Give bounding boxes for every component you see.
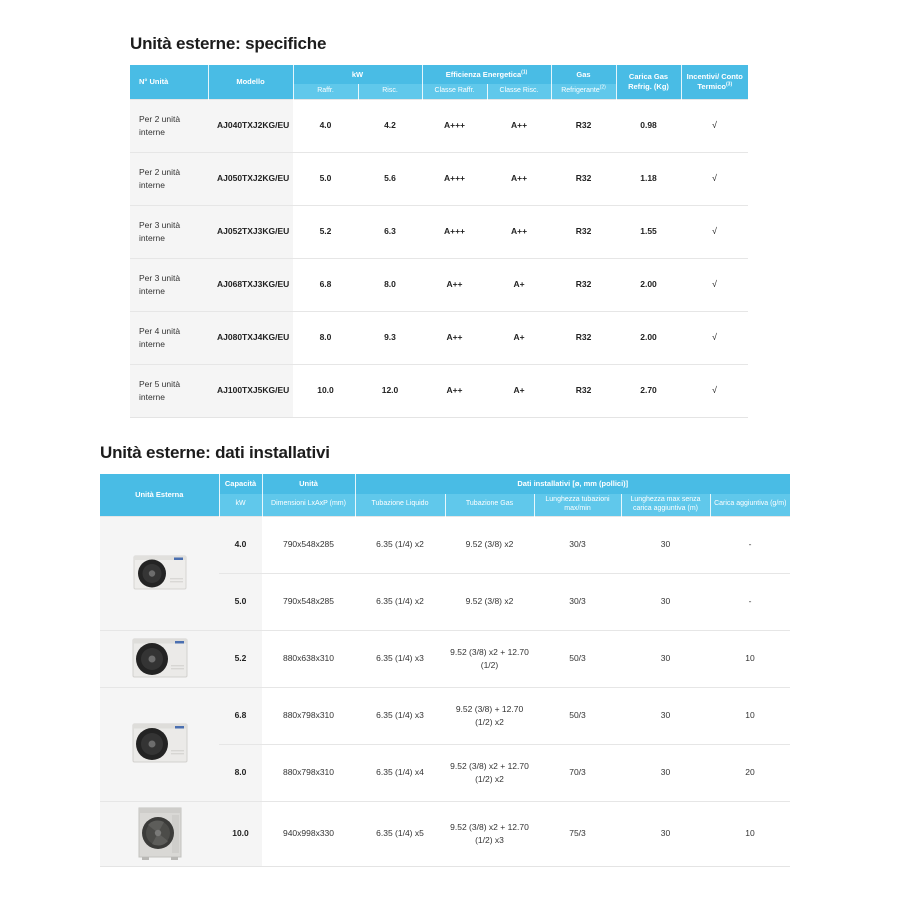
gas-pipe-cell: 9.52 (3/8) x2 xyxy=(445,516,534,573)
pipe-length-cell: 50/3 xyxy=(534,687,621,744)
col-header-incentivi xyxy=(681,65,748,99)
heating-kw-cell: 4.2 xyxy=(358,99,422,152)
incentive-check-cell: √ xyxy=(681,152,748,205)
cooling-kw-cell: 4.0 xyxy=(293,99,358,152)
gas-charge-cell: 0.98 xyxy=(616,99,681,152)
col-header-efficienza-energetica xyxy=(422,65,551,84)
table-row xyxy=(130,205,748,258)
col-header-tubazione-gas: Tubazione Gas xyxy=(445,494,534,516)
incentive-check-cell: √ xyxy=(681,311,748,364)
cooling-kw-cell: 5.2 xyxy=(293,205,358,258)
dimensions-cell: 940x998x330 xyxy=(262,801,355,866)
cooling-kw-cell: 8.0 xyxy=(293,311,358,364)
liquid-pipe-cell: 6.35 (1/4) x5 xyxy=(355,801,445,866)
outdoor-unit-image xyxy=(100,516,219,630)
liquid-pipe-cell: 6.35 (1/4) x2 xyxy=(355,516,445,573)
liquid-pipe-cell: 6.35 (1/4) x3 xyxy=(355,687,445,744)
cooling-kw-cell: 6.8 xyxy=(293,258,358,311)
unit-count-cell: Per 3 unità interne xyxy=(130,205,208,258)
incentivi-label: Incentivi/ Conto Termico xyxy=(686,72,743,91)
pipe-length-cell: 50/3 xyxy=(534,630,621,687)
cooling-class-cell: A+++ xyxy=(422,152,487,205)
col-header-n-unita: N° Unità xyxy=(130,65,208,99)
gas-pipe-cell: 9.52 (3/8) + 12.70 (1/2) x2 xyxy=(445,687,534,744)
model-cell: AJ100TXJ5KG/EU xyxy=(208,364,293,417)
table-row xyxy=(130,152,748,205)
col-header-kw: kW xyxy=(293,65,422,84)
table-row xyxy=(130,364,748,417)
col-header-dimensioni: Dimensioni LxAxP (mm) xyxy=(262,494,355,516)
max-length-no-charge-cell: 30 xyxy=(621,801,710,866)
model-cell: AJ050TXJ2KG/EU xyxy=(208,152,293,205)
specs-header-row-1 xyxy=(130,65,748,84)
heating-class-cell: A+ xyxy=(487,258,551,311)
col-header-dati-installativi: Dati installativi [ø, mm (pollici)] xyxy=(355,474,790,494)
heating-class-cell: A+ xyxy=(487,311,551,364)
incentive-check-cell: √ xyxy=(681,364,748,417)
col-header-capacita: Capacità xyxy=(219,474,262,494)
table-row xyxy=(100,516,790,573)
col-header-lunghezza-tubazioni: Lunghezza tubazioni max/min xyxy=(534,494,621,516)
additional-charge-cell: 10 xyxy=(710,630,790,687)
dimensions-cell: 790x548x285 xyxy=(262,573,355,630)
gas-charge-cell: 2.70 xyxy=(616,364,681,417)
model-cell: AJ052TXJ3KG/EU xyxy=(208,205,293,258)
cooling-class-cell: A++ xyxy=(422,364,487,417)
gas-pipe-cell: 9.52 (3/8) x2 xyxy=(445,573,534,630)
unit-count-cell: Per 5 unità interne xyxy=(130,364,208,417)
refrigerant-cell: R32 xyxy=(551,205,616,258)
col-header-carica-gas: Carica Gas Refrig. (Kg) xyxy=(616,65,681,99)
gas-charge-cell: 1.18 xyxy=(616,152,681,205)
dimensions-cell: 880x798x310 xyxy=(262,687,355,744)
table-row xyxy=(100,630,790,687)
refrigerant-cell: R32 xyxy=(551,364,616,417)
cooling-class-cell: A+++ xyxy=(422,99,487,152)
additional-charge-cell: 20 xyxy=(710,744,790,801)
table-row xyxy=(100,801,790,866)
col-header-lunghezza-max: Lunghezza max senza carica aggiuntiva (m) xyxy=(621,494,710,516)
col-header-gas: Gas xyxy=(551,65,616,84)
model-cell: AJ068TXJ3KG/EU xyxy=(208,258,293,311)
refrigerant-cell: R32 xyxy=(551,258,616,311)
efficienza-label: Efficienza Energetica xyxy=(445,69,522,79)
pipe-length-cell: 75/3 xyxy=(534,801,621,866)
refrigerante-label: Refrigerante xyxy=(561,86,600,94)
gas-pipe-cell: 9.52 (3/8) x2 + 12.70 (1/2) x3 xyxy=(445,801,534,866)
max-length-no-charge-cell: 30 xyxy=(621,630,710,687)
unit-count-cell: Per 2 unità interne xyxy=(130,99,208,152)
incentive-check-cell: √ xyxy=(681,99,748,152)
model-cell: AJ040TXJ2KG/EU xyxy=(208,99,293,152)
col-header-capacita-kw: kW xyxy=(219,494,262,516)
col-header-tubazione-liquido: Tubazione Liquido xyxy=(355,494,445,516)
capacity-cell: 10.0 xyxy=(219,801,262,866)
install-header-row-1 xyxy=(100,474,790,494)
outdoor-unit-image xyxy=(100,630,219,687)
cooling-class-cell: A++ xyxy=(422,258,487,311)
col-header-unita-esterna: Unità Esterna xyxy=(100,474,219,516)
outdoor-unit-image xyxy=(100,801,219,866)
additional-charge-cell: 10 xyxy=(710,687,790,744)
col-header-raffr: Raffr. xyxy=(293,84,358,99)
liquid-pipe-cell: 6.35 (1/4) x4 xyxy=(355,744,445,801)
pipe-length-cell: 30/3 xyxy=(534,573,621,630)
max-length-no-charge-cell: 30 xyxy=(621,744,710,801)
unit-count-cell: Per 3 unità interne xyxy=(130,258,208,311)
additional-charge-cell: - xyxy=(710,573,790,630)
max-length-no-charge-cell: 30 xyxy=(621,516,710,573)
heating-class-cell: A++ xyxy=(487,152,551,205)
pipe-length-cell: 70/3 xyxy=(534,744,621,801)
refrigerant-cell: R32 xyxy=(551,152,616,205)
unit-count-cell: Per 4 unità interne xyxy=(130,311,208,364)
heating-kw-cell: 9.3 xyxy=(358,311,422,364)
refrigerant-cell: R32 xyxy=(551,99,616,152)
dimensions-cell: 880x798x310 xyxy=(262,744,355,801)
capacity-cell: 5.0 xyxy=(219,573,262,630)
heating-kw-cell: 6.3 xyxy=(358,205,422,258)
outdoor-unit-image xyxy=(100,687,219,801)
specs-section-title: Unità esterne: specifiche xyxy=(130,34,327,53)
specs-section xyxy=(130,34,748,418)
unit-count-cell: Per 2 unità interne xyxy=(130,152,208,205)
col-header-classe-raffr: Classe Raffr. xyxy=(422,84,487,99)
col-header-modello: Modello xyxy=(208,65,293,99)
capacity-cell: 8.0 xyxy=(219,744,262,801)
gas-charge-cell: 2.00 xyxy=(616,258,681,311)
cooling-kw-cell: 10.0 xyxy=(293,364,358,417)
dimensions-cell: 880x638x310 xyxy=(262,630,355,687)
heating-kw-cell: 12.0 xyxy=(358,364,422,417)
table-row xyxy=(130,99,748,152)
cooling-class-cell: A+++ xyxy=(422,205,487,258)
model-cell: AJ080TXJ4KG/EU xyxy=(208,311,293,364)
incentive-check-cell: √ xyxy=(681,258,748,311)
heating-kw-cell: 5.6 xyxy=(358,152,422,205)
gas-pipe-cell: 9.52 (3/8) x2 + 12.70 (1/2) x2 xyxy=(445,744,534,801)
cooling-kw-cell: 5.0 xyxy=(293,152,358,205)
additional-charge-cell: - xyxy=(710,516,790,573)
col-header-unita: Unità xyxy=(262,474,355,494)
install-section xyxy=(100,443,790,867)
gas-charge-cell: 1.55 xyxy=(616,205,681,258)
heating-class-cell: A++ xyxy=(487,99,551,152)
liquid-pipe-cell: 6.35 (1/4) x3 xyxy=(355,630,445,687)
efficienza-footnote: (1) xyxy=(521,69,528,76)
capacity-cell: 4.0 xyxy=(219,516,262,573)
cooling-class-cell: A++ xyxy=(422,311,487,364)
additional-charge-cell: 10 xyxy=(710,801,790,866)
specs-table xyxy=(130,65,748,418)
install-table xyxy=(100,474,790,867)
col-header-risc: Risc. xyxy=(358,84,422,99)
incentive-check-cell: √ xyxy=(681,205,748,258)
table-row xyxy=(130,258,748,311)
max-length-no-charge-cell: 30 xyxy=(621,687,710,744)
heating-class-cell: A++ xyxy=(487,205,551,258)
col-header-classe-risc: Classe Risc. xyxy=(487,84,551,99)
specs-table-body xyxy=(130,99,748,417)
table-row xyxy=(100,687,790,744)
gas-pipe-cell: 9.52 (3/8) x2 + 12.70 (1/2) xyxy=(445,630,534,687)
liquid-pipe-cell: 6.35 (1/4) x2 xyxy=(355,573,445,630)
col-header-refrigerante xyxy=(551,84,616,99)
refrigerante-footnote: (2) xyxy=(599,84,606,91)
table-row xyxy=(130,311,748,364)
heating-kw-cell: 8.0 xyxy=(358,258,422,311)
capacity-cell: 6.8 xyxy=(219,687,262,744)
gas-charge-cell: 2.00 xyxy=(616,311,681,364)
install-section-title: Unità esterne: dati installativi xyxy=(100,443,330,462)
heating-class-cell: A+ xyxy=(487,364,551,417)
max-length-no-charge-cell: 30 xyxy=(621,573,710,630)
refrigerant-cell: R32 xyxy=(551,311,616,364)
pipe-length-cell: 30/3 xyxy=(534,516,621,573)
capacity-cell: 5.2 xyxy=(219,630,262,687)
col-header-carica-aggiuntiva: Carica aggiuntiva (g/m) xyxy=(710,494,790,516)
install-table-body xyxy=(100,516,790,866)
dimensions-cell: 790x548x285 xyxy=(262,516,355,573)
incentivi-footnote: (3) xyxy=(726,81,733,88)
